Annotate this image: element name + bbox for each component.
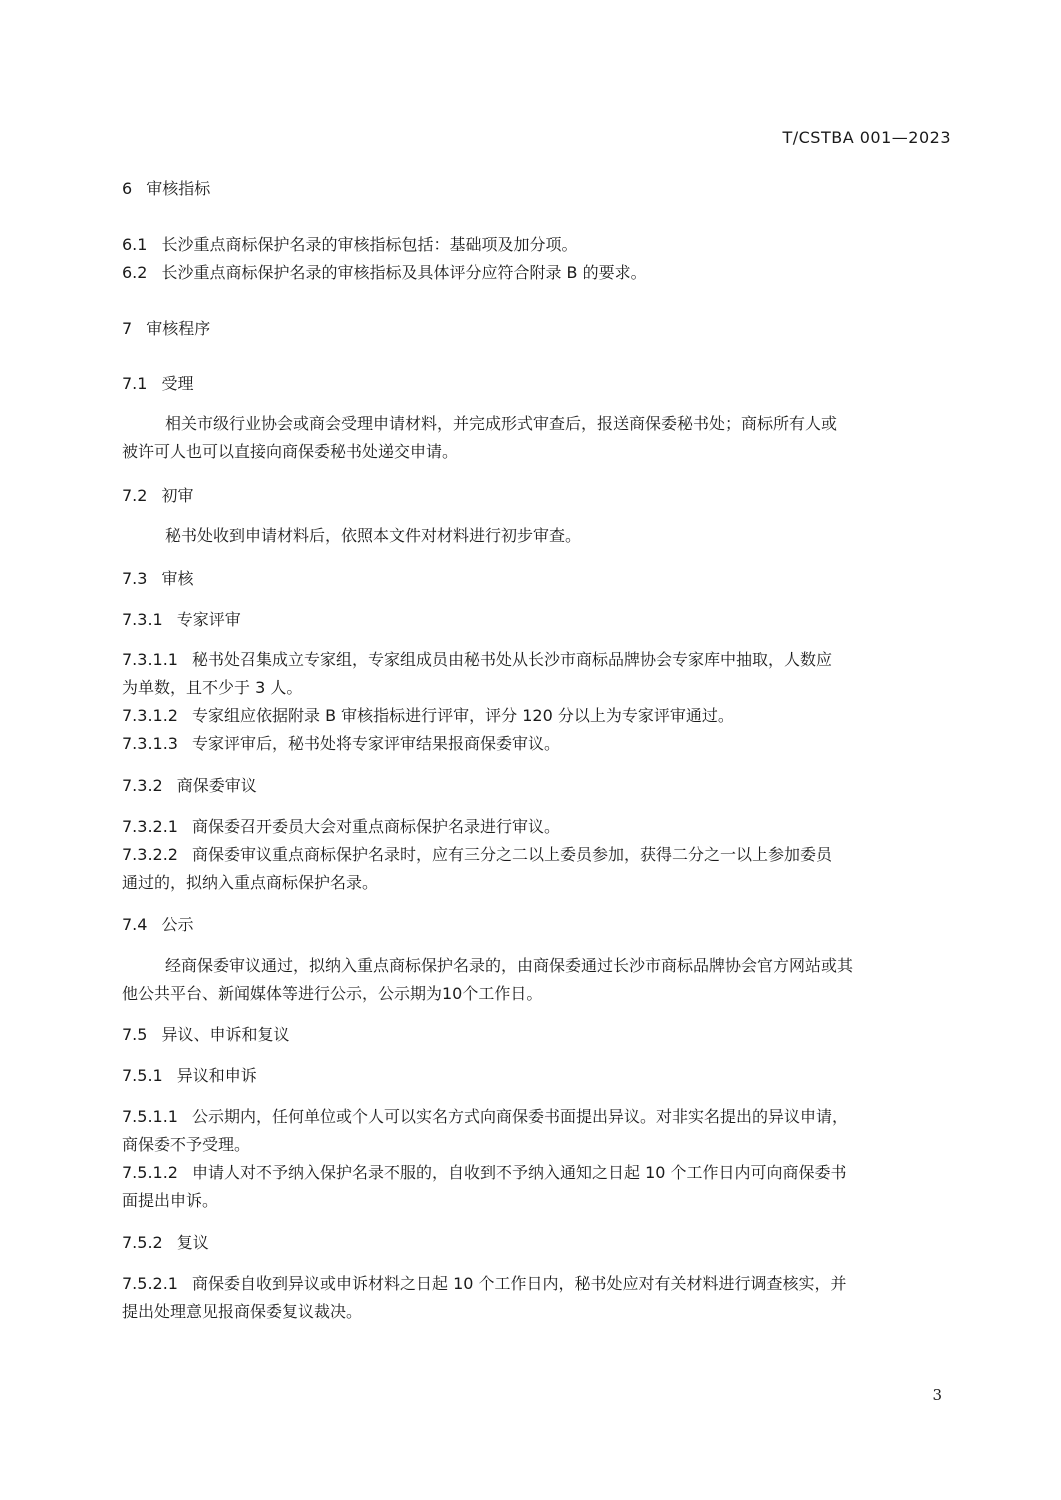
paragraph-line: 面提出申诉。 (122, 1191, 219, 1210)
clause-7-5-1-2 (122, 1160, 847, 1183)
subsection-number: 7.5.2 (122, 1233, 163, 1252)
paragraph-line: 秘书处收到申请材料后，依照本文件对材料进行初步审查。 (165, 526, 582, 545)
subsection-heading-7-3-2 (122, 773, 257, 796)
subsection-title: 受理 (161, 374, 194, 393)
clause-text: 专家评审后，秘书处将专家评审结果报商保委审议。 (191, 734, 560, 753)
clause-text: 商保委自收到异议或申诉材料之日起 10 个工作日内，秘书处应对有关材料进行调查核实，并 (191, 1274, 847, 1293)
subsection-title: 审核 (161, 569, 194, 588)
clause-text: 专家组应依据附录 B 审核指标进行评审，评分 120 分以上为专家评审通过。 (191, 706, 734, 725)
section-heading-6 (122, 176, 210, 199)
subsection-title: 公示 (161, 915, 194, 934)
clause-text: 商保委审议重点商标保护名录时，应有三分之二以上委员参加，获得二分之一以上参加委员 (191, 845, 832, 864)
clause-number: 7.3.2.1 (122, 817, 178, 836)
paragraph-line: 通过的，拟纳入重点商标保护名录。 (122, 873, 379, 892)
paragraph-line: 经商保委审议通过，拟纳入重点商标保护名录的，由商保委通过长沙市商标品牌协会官方网站或其 (165, 956, 854, 975)
clause-7-3-1-1 (122, 647, 832, 670)
subsection-number: 7.2 (122, 486, 148, 505)
paragraph-line: 相关市级行业协会或商会受理申请材料，并完成形式审查后，报送商保委秘书处；商标所有人或 (165, 414, 838, 433)
section-number: 7 (122, 319, 133, 338)
clause-text: 公示期内，任何单位或个人可以实名方式向商保委书面提出异议。对非实名提出的异议申请， (191, 1107, 848, 1126)
clause-text: 申请人对不予纳入保护名录不服的，自收到不予纳入通知之日起 10 个工作日内可向商保委书 (191, 1163, 847, 1182)
clause-6-2 (122, 260, 647, 283)
clause-text: 秘书处召集成立专家组，专家组成员由秘书处从长沙市商标品牌协会专家库中抽取，人数应 (191, 650, 832, 669)
clause-6-1 (122, 232, 577, 255)
subsection-title: 专家评审 (176, 610, 241, 629)
clause-number: 7.5.1.1 (122, 1107, 178, 1126)
subsection-heading-7-4 (122, 912, 193, 935)
paragraph-line: 他公共平台、新闻媒体等进行公示，公示期为10个工作日。 (122, 984, 543, 1003)
subsection-heading-7-3 (122, 566, 193, 589)
section-title: 审核指标 (146, 179, 211, 198)
subsection-number: 7.5.1 (122, 1066, 163, 1085)
subsection-title: 复议 (176, 1233, 209, 1252)
clause-7-3-2-2 (122, 842, 832, 865)
clause-7-3-1-3 (122, 731, 560, 754)
clause-number: 7.5.1.2 (122, 1163, 178, 1182)
subsection-heading-7-2 (122, 483, 193, 506)
clause-number: 7.3.1.3 (122, 734, 178, 753)
clause-number: 7.3.1.2 (122, 706, 178, 725)
clause-7-3-1-2 (122, 703, 734, 726)
subsection-number: 7.3.1 (122, 610, 163, 629)
paragraph-line: 为单数，且不少于 3 人。 (122, 678, 303, 697)
subsection-title: 异议和申诉 (176, 1066, 257, 1085)
clause-number: 7.5.2.1 (122, 1274, 178, 1293)
paragraph-line: 提出处理意见报商保委复议裁决。 (122, 1302, 363, 1321)
subsection-title: 初审 (161, 486, 194, 505)
clause-7-5-2-1 (122, 1271, 847, 1294)
clause-7-5-1-1 (122, 1104, 848, 1127)
subsection-number: 7.3.2 (122, 776, 163, 795)
page-number: 3 (932, 1386, 942, 1404)
subsection-heading-7-3-1 (122, 607, 241, 630)
subsection-number: 7.1 (122, 374, 148, 393)
subsection-heading-7-1 (122, 371, 193, 394)
clause-number: 6.2 (122, 263, 148, 282)
clause-text: 长沙重点商标保护名录的审核指标及具体评分应符合附录 B 的要求。 (161, 263, 647, 282)
section-heading-7 (122, 316, 210, 339)
clause-number: 7.3.1.1 (122, 650, 178, 669)
subsection-heading-7-5-1 (122, 1063, 257, 1086)
subsection-title: 商保委审议 (176, 776, 257, 795)
section-number: 6 (122, 179, 133, 198)
subsection-number: 7.5 (122, 1025, 148, 1044)
subsection-heading-7-5-2 (122, 1230, 209, 1253)
subsection-heading-7-5 (122, 1022, 289, 1045)
paragraph-line: 商保委不予受理。 (122, 1135, 251, 1154)
clause-7-3-2-1 (122, 814, 560, 837)
subsection-number: 7.3 (122, 569, 148, 588)
document-code: T/CSTBA 001—2023 (782, 128, 951, 147)
paragraph-line: 被许可人也可以直接向商保委秘书处递交申请。 (122, 442, 459, 461)
clause-text: 长沙重点商标保护名录的审核指标包括：基础项及加分项。 (161, 235, 578, 254)
subsection-title: 异议、申诉和复议 (161, 1025, 290, 1044)
clause-number: 6.1 (122, 235, 148, 254)
clause-text: 商保委召开委员大会对重点商标保护名录进行审议。 (191, 817, 560, 836)
section-title: 审核程序 (146, 319, 211, 338)
clause-number: 7.3.2.2 (122, 845, 178, 864)
subsection-number: 7.4 (122, 915, 148, 934)
